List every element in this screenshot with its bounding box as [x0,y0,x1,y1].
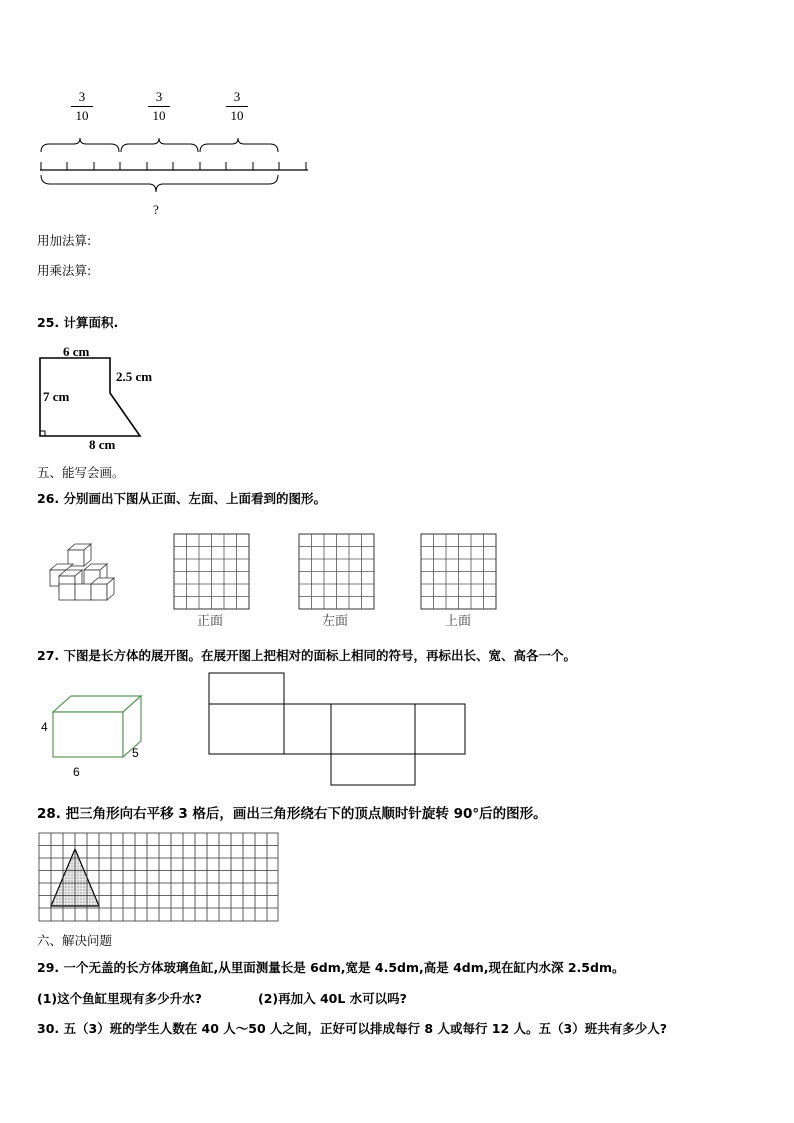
trapezoid-top-label: 6 cm [63,344,90,359]
brace-2 [121,138,198,152]
cuboid-height-label: 4 [41,720,48,734]
question-29-sub2: (2)再加入 40L 水可以吗? [258,991,407,1006]
addition-method-label: 用加法算: [37,233,92,248]
net-face-top [209,673,284,704]
question-29-title: 29. 一个无盖的长方体玻璃鱼缸,从里面测量长是 6dm,宽是 4.5dm,高是 4dm,现在缸内水深 2.5dm。 [37,960,625,975]
section-5-heading: 五、能写会画。 [37,465,125,480]
question-25-title: 25. 计算面积. [37,315,119,330]
net-face-2 [284,704,331,754]
cuboid-width-label: 5 [132,746,139,760]
number-line-ticks [41,162,306,170]
fraction-bar [71,106,93,107]
brace-1 [41,138,119,152]
numerator: 3 [78,89,86,104]
front-view-grid[interactable] [173,533,251,611]
left-view-grid[interactable] [298,533,376,611]
denominator: 10 [230,108,244,123]
question-mark: ? [153,202,159,217]
question-26-title: 26. 分别画出下图从正面、左面、上面看到的图形。 [37,491,326,506]
section-6-heading: 六、解决问题 [37,933,113,948]
numerator: 3 [233,89,241,104]
trapezoid-left-label: 7 cm [43,389,70,404]
cube-stack-figure [44,540,124,605]
question-27-title: 27. 下图是长方体的展开图。在展开图上把相对的面标上相同的符号，再标出长、宽、高各一个。 [37,648,576,663]
numerator: 3 [155,89,163,104]
front-view-caption: 正面 [197,614,224,629]
triangle-grid-figure[interactable] [38,832,280,922]
multiplication-method-label: 用乘法算: [37,263,92,278]
trapezoid-bottom-label: 8 cm [89,437,116,452]
cuboid-length-label: 6 [73,765,80,779]
number-line-diagram [30,130,320,215]
denominator: 10 [152,108,166,123]
question-29-sub1: (1)这个鱼缸里现有多少升水? [37,991,202,1006]
top-view-grid[interactable] [420,533,498,611]
brace-3 [200,138,278,152]
net-face-bottom [331,754,415,785]
fraction-bar [226,106,248,107]
fraction-label-2 [144,89,174,124]
left-view-caption: 左面 [322,614,349,629]
net-face-1 [209,704,284,754]
net-face-3 [331,704,415,754]
net-face-4 [415,704,465,754]
fraction-bar [148,106,170,107]
trapezoid-right-label: 2.5 cm [116,369,153,384]
brace-total [41,175,278,192]
fraction-label-3 [222,89,252,124]
cuboid-net-figure[interactable] [207,671,469,789]
question-28-title: 28. 把三角形向右平移 3 格后，画出三角形绕右下的顶点顺时针旋转 90°后的图形。 [37,806,547,822]
question-30-title: 30. 五（3）班的学生人数在 40 人～50 人之间，正好可以排成每行 8 人或每行 12 人。五（3）班共有多少人? [37,1021,667,1036]
top-view-caption: 上面 [445,614,472,629]
fraction-label-1 [67,89,97,124]
denominator: 10 [75,108,89,123]
